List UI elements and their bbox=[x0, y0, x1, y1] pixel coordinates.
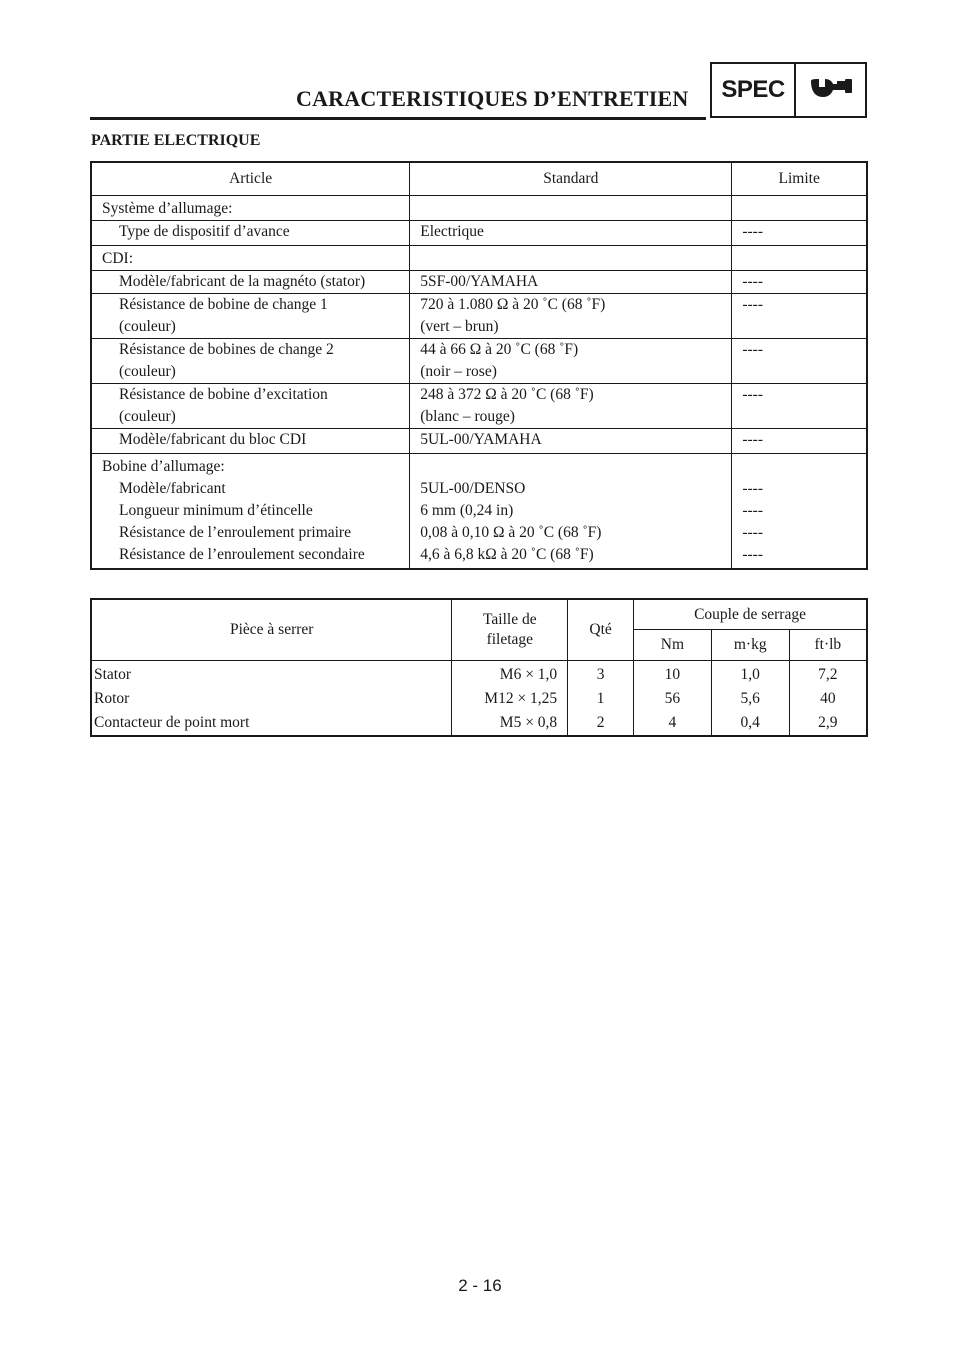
spec-group bbox=[91, 246, 867, 454]
spec-row bbox=[91, 544, 867, 569]
spec-limit: ---- bbox=[742, 223, 763, 240]
header-standard: Standard bbox=[410, 162, 732, 196]
spec-row bbox=[91, 221, 867, 246]
spec-article: Modèle/fabricant de la magnéto (stator) bbox=[119, 273, 366, 290]
spec-article: Résistance de bobine de change 1 bbox=[119, 296, 328, 313]
spec-row bbox=[91, 339, 867, 384]
torque-cell-part: Contacteur de point mort bbox=[91, 711, 452, 736]
header-thread bbox=[452, 599, 568, 661]
spec-limit: ---- bbox=[742, 273, 763, 290]
header-torque: Couple de serrage bbox=[634, 599, 867, 630]
spec-row bbox=[91, 384, 867, 429]
header-thread-line2: filetage bbox=[486, 631, 534, 648]
spec-limit: ---- bbox=[742, 480, 763, 497]
torque-cell-ftlb: 40 bbox=[820, 690, 836, 707]
header-part: Pièce à serrer bbox=[91, 599, 452, 661]
spec-standard: 5UL-00/DENSO bbox=[420, 480, 526, 497]
spec-standard: 4,6 à 6,8 kΩ à 20 ˚C (68 ˚F) bbox=[420, 546, 594, 563]
spec-group-title: Bobine d’allumage: bbox=[102, 458, 225, 475]
spec-badge bbox=[710, 62, 867, 118]
spec-row bbox=[91, 522, 867, 544]
header-title: CARACTERISTIQUES D’ENTRETIEN bbox=[296, 86, 689, 111]
torque-cell-nm: 10 bbox=[634, 661, 712, 688]
torque-row bbox=[91, 687, 867, 711]
torque-cell-part: Stator bbox=[91, 661, 452, 688]
spec-standard: Electrique bbox=[420, 223, 484, 240]
header-unit-nm: Nm bbox=[634, 630, 712, 661]
spec-article: Résistance de l’enroulement primaire bbox=[119, 524, 351, 541]
spec-limit: ---- bbox=[742, 296, 763, 313]
spec-group-title: CDI: bbox=[102, 250, 133, 267]
spec-row bbox=[91, 478, 867, 500]
torque-cell-thread: M12 × 1,25 bbox=[452, 687, 568, 711]
spec-article: Résistance de bobine d’excitation bbox=[119, 386, 328, 403]
spec-limit: ---- bbox=[742, 546, 763, 563]
spec-row bbox=[91, 294, 867, 339]
spec-article: (couleur) bbox=[119, 363, 176, 380]
torque-cell-thread: M6 × 1,0 bbox=[452, 661, 568, 688]
torque-row bbox=[91, 711, 867, 736]
spec-limit: ---- bbox=[742, 386, 763, 403]
spec-article: Longueur minimum d’étincelle bbox=[119, 502, 313, 519]
header-article: Article bbox=[91, 162, 410, 196]
spec-limit: ---- bbox=[742, 431, 763, 448]
spec-article: Modèle/fabricant bbox=[119, 480, 226, 497]
spec-standard: 6 mm (0,24 in) bbox=[420, 502, 514, 519]
header-rule bbox=[90, 117, 706, 120]
header-limit: Limite bbox=[732, 162, 867, 196]
spec-article: (couleur) bbox=[119, 318, 176, 335]
spec-standard: 248 à 372 Ω à 20 ˚C (68 ˚F) bbox=[420, 386, 594, 403]
torque-cell-qty: 2 bbox=[568, 711, 634, 736]
torque-cell-thread: M5 × 0,8 bbox=[452, 711, 568, 736]
spec-group-title-row bbox=[91, 246, 867, 271]
torque-row bbox=[91, 661, 867, 688]
spec-limit: ---- bbox=[742, 341, 763, 358]
spec-group-title-row bbox=[91, 454, 867, 479]
torque-cell-mkg: 5,6 bbox=[711, 687, 789, 711]
spec-group-title: Système d’allumage: bbox=[102, 200, 233, 217]
header-unit-mkg: m·kg bbox=[711, 630, 789, 661]
spec-limit: ---- bbox=[742, 524, 763, 541]
spec-table-header-row bbox=[91, 162, 867, 196]
spec-row bbox=[91, 500, 867, 522]
spec-article: Résistance de l’enroulement secondaire bbox=[119, 546, 365, 563]
torque-cell-qty: 3 bbox=[568, 661, 634, 688]
torque-cell-ftlb: 2,9 bbox=[818, 714, 838, 731]
page-number: 2 - 16 bbox=[458, 1276, 502, 1295]
torque-cell-mkg: 0,4 bbox=[711, 711, 789, 736]
header-unit-ftlb: ft·lb bbox=[789, 630, 867, 661]
spec-standard: 5UL-00/YAMAHA bbox=[420, 431, 542, 448]
header-qty: Qté bbox=[568, 599, 634, 661]
header-thread-line1: Taille de bbox=[483, 611, 537, 628]
spec-group bbox=[91, 454, 867, 570]
torque-cell-nm: 4 bbox=[634, 711, 712, 736]
section-title: PARTIE ELECTRIQUE bbox=[91, 132, 261, 149]
spec-row bbox=[91, 429, 867, 454]
spec-limit: ---- bbox=[742, 502, 763, 519]
spec-article: Modèle/fabricant du bloc CDI bbox=[119, 431, 307, 448]
spec-standard: (blanc – rouge) bbox=[420, 408, 515, 425]
torque-cell-mkg: 1,0 bbox=[711, 661, 789, 688]
spec-standard: 720 à 1.080 Ω à 20 ˚C (68 ˚F) bbox=[420, 296, 606, 313]
spec-group bbox=[91, 196, 867, 246]
spec-article: Résistance de bobines de change 2 bbox=[119, 341, 334, 358]
spec-standard: 44 à 66 Ω à 20 ˚C (68 ˚F) bbox=[420, 341, 579, 358]
spec-standard: (vert – brun) bbox=[420, 318, 499, 335]
spec-standard: 5SF-00/YAMAHA bbox=[420, 273, 539, 290]
electrical-spec-table bbox=[90, 161, 868, 570]
spec-standard: 0,08 à 0,10 Ω à 20 ˚C (68 ˚F) bbox=[420, 524, 602, 541]
torque-cell-nm: 56 bbox=[634, 687, 712, 711]
torque-cell-part: Rotor bbox=[91, 687, 452, 711]
spec-article: (couleur) bbox=[119, 408, 176, 425]
spec-label: SPEC bbox=[712, 64, 796, 116]
torque-cell-ftlb: 7,2 bbox=[818, 666, 838, 683]
wrench-icon bbox=[807, 75, 855, 105]
wrench-icon-cell bbox=[796, 64, 865, 116]
spec-article: Type de dispositif d’avance bbox=[119, 223, 290, 240]
torque-table bbox=[90, 598, 868, 737]
torque-cell-qty: 1 bbox=[568, 687, 634, 711]
spec-group-title-row bbox=[91, 196, 867, 221]
spec-row bbox=[91, 271, 867, 294]
spec-standard: (noir – rose) bbox=[420, 363, 497, 380]
